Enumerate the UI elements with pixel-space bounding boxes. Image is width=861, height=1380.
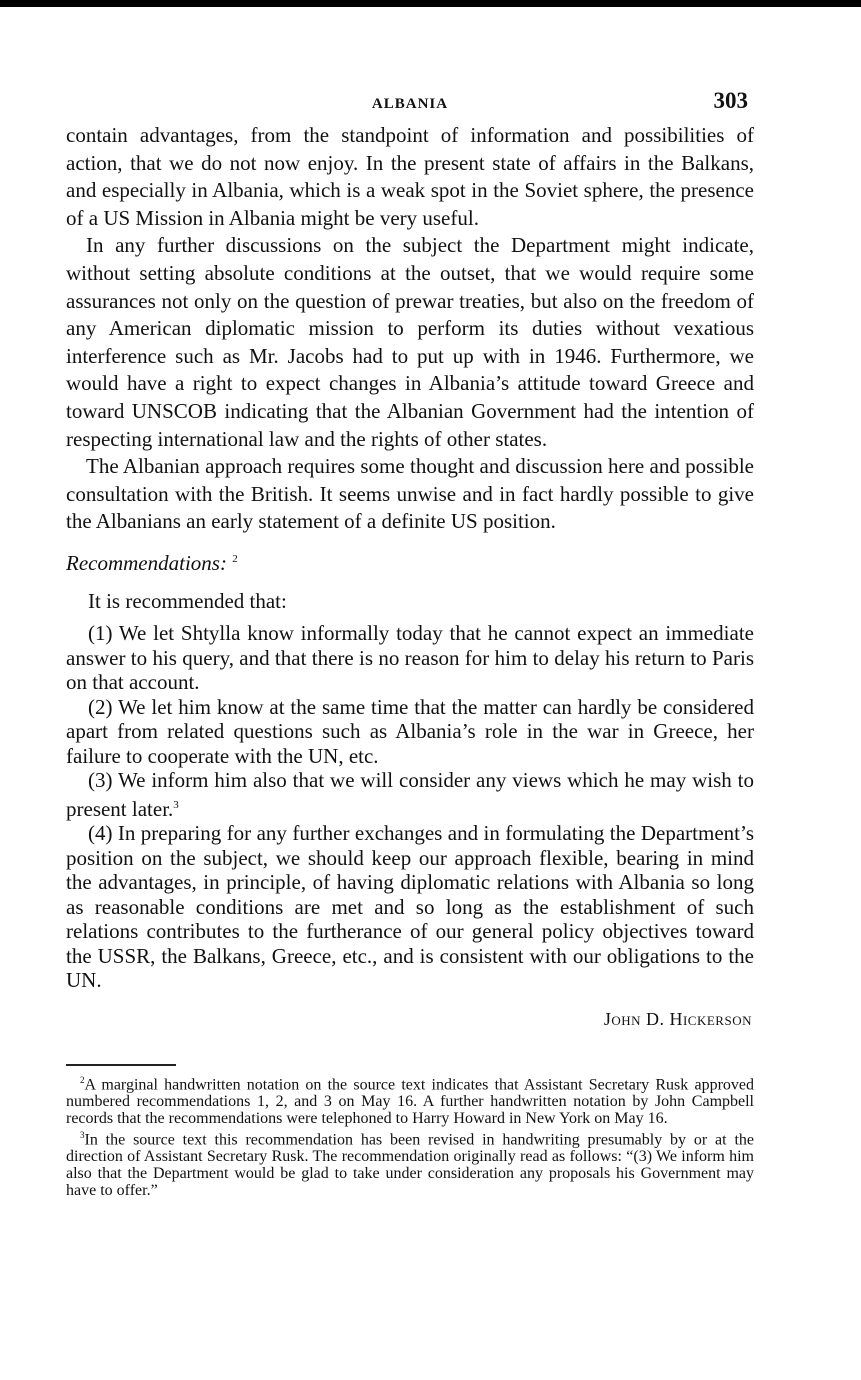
footnote-2 [66,1072,754,1128]
recommendations-lead: It is recommended that: [88,588,287,613]
recommendation-3 [66,768,754,821]
paragraph-1: contain advantages, from the standpoint of information and possibilities of action, that we do not now enjoy. In the present state of affairs in the Balkans, and especially in Albania, which is a weak spot in the Soviet sphere, the presence of a US Mission in Albania might be very useful. [66,123,754,230]
recommendation-4: (4) In preparing for any further exchanges and in formulating the Department’s position on the subject, we should keep our approach flexible, bearing in mind the advantages, in principle, of having diplomatic relations with Albania so long as reasonable conditions are met and so long as the establishment of such relations contributes to the furtherance of our general policy objectives toward the USSR, the Balkans, Greece, etc., and is consistent with our obligations to the UN. [66,821,754,993]
recommendation-1: (1) We let Shtylla know informally today that he cannot expect an immediate answer to his query, and that there is no reason for him to delay his return to Paris on that account. [66,621,754,695]
footnote-3-mark: 3 [80,1130,85,1141]
recommendations-heading [66,546,754,578]
paragraph-3: The Albanian approach requires some thought and discussion here and possible consultation with the British. It seems unwise and in fact hardly possible to give the Albanians an early statement of a definite US position. [66,454,754,534]
footnote-2-mark: 2 [80,1074,85,1085]
recommendation-2: (2) We let him know at the same time that the matter can hardly be considered apart from related questions such as Albania’s role in the war in Greece, her failure to cooperate with the UN, etc. [66,694,754,768]
signature: John D. Hickerson [603,1008,752,1029]
document-page [66,88,754,1200]
recommendations-heading-text: Recommendations: [66,550,227,575]
page-header [66,88,754,122]
footnote-ref-3: 3 [173,798,179,811]
footnote-ref-2: 2 [232,552,238,565]
recommendation-3-text: (3) We inform him also that we will consider any views which he may wish to present later. [66,768,754,821]
top-border [0,0,861,7]
footnote-2-text: A marginal handwritten notation on the source text indicates that Assistant Secretary Rusk approved numbered recommendations 1, 2, and 3 on May 16. A further handwritten notation by John Campbell records that the recommendations were telephoned to Harry Howard in New York on May 16. [66,1075,754,1127]
paragraph-2: In any further discussions on the subject the Department might indicate, without setting absolute conditions at the outset, that we would require some assurances not only on the question of prewar treaties, but also on the freedom of any American diplomatic mission to perform its duties without vexatious interference such as Mr. Jacobs had to put up with in 1946. Furthermore, we would have a right to expect changes in Albania’s attitude toward Greece and toward UNSCOB indicating that the Albanian Government had the intention of respecting international law and the rights of other states. [66,233,754,451]
page-number: 303 [713,88,748,113]
footnote-3-text: In the source text this recommendation has been revised in handwriting presumably by or at the direction of Assistant Secretary Rusk. The recommendation originally read as follows: “(3) We inform him also that the Department would be glad to take under consideration any proposals his Government may have to offer.” [66,1131,754,1200]
running-head: ALBANIA [371,96,449,112]
footnote-3 [66,1127,754,1200]
footnote-divider [66,1064,176,1066]
